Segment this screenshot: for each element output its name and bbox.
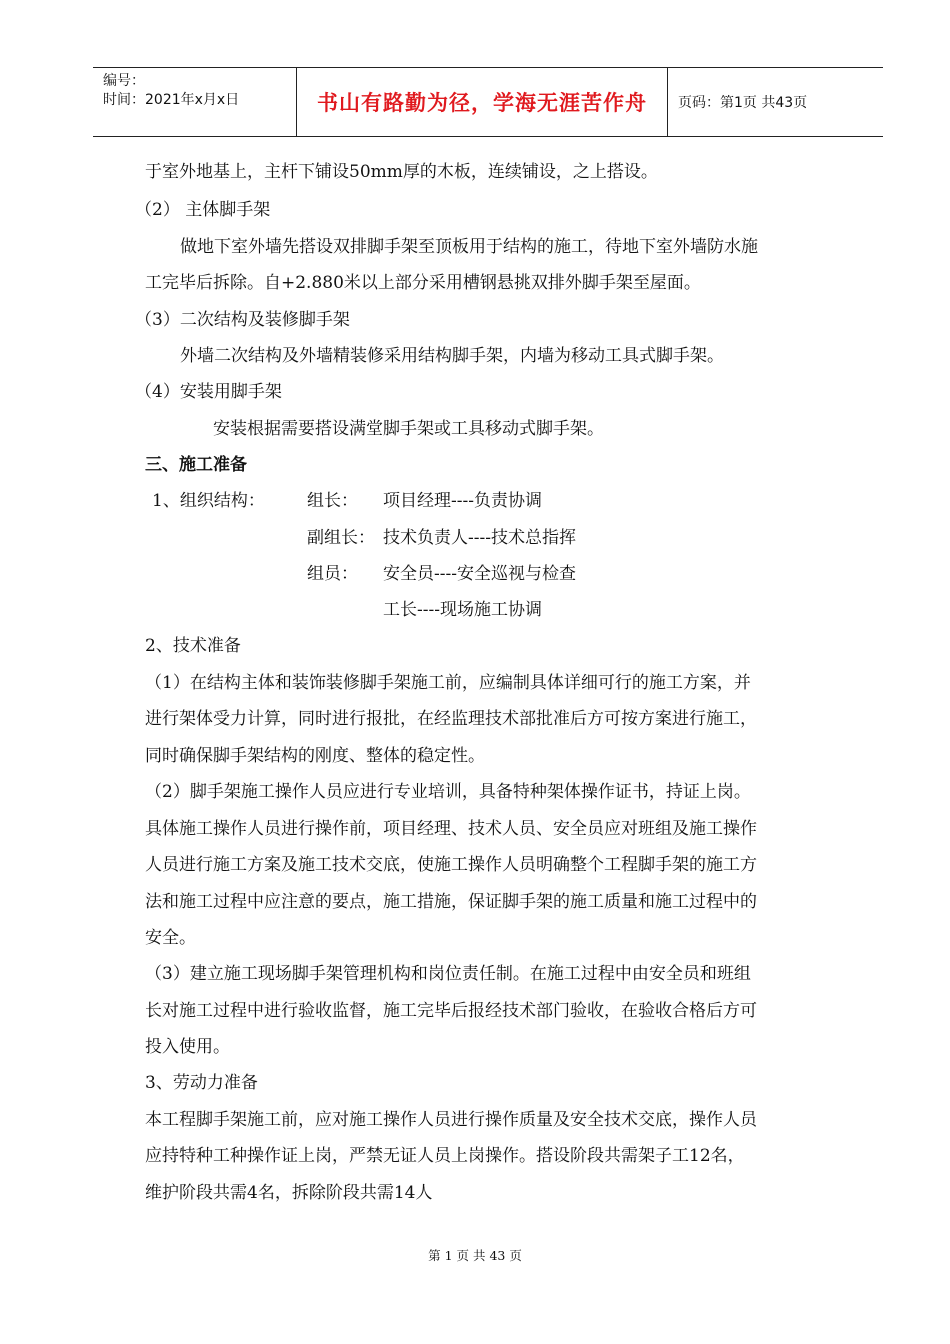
header-page-info: 页码：第1页 共43页 [678, 95, 808, 111]
org-role: 组长： [307, 491, 358, 511]
time-label: 时间：2021年x月x日 [103, 92, 240, 108]
page-header [93, 67, 883, 137]
section-heading: 三、施工准备 [145, 455, 247, 475]
paragraph-line: 进行架体受力计算，同时进行报批，在经监理技术部批准后方可按方案进行施工， [145, 709, 757, 729]
header-motto: 书山有路勤为径，学海无涯苦作舟 [317, 91, 647, 115]
header-motto-cell [296, 68, 668, 136]
org-desc: 技术负责人----技术总指挥 [383, 528, 576, 548]
paragraph-line: 维护阶段共需4名，拆除阶段共需14人 [145, 1183, 433, 1203]
paragraph-line: 人员进行施工方案及施工技术交底，使施工操作人员明确整个工程脚手架的施工方 [145, 855, 757, 875]
paragraph-line: 做地下室外墙先搭设双排脚手架至顶板用于结构的施工，待地下室外墙防水施 [180, 237, 758, 257]
subheading: （2） 主体脚手架 [135, 200, 271, 220]
paragraph-line: 长对施工过程中进行验收监督，施工完毕后报经技术部门验收，在验收合格后方可 [145, 1001, 757, 1021]
paragraph-line: （3）建立施工现场脚手架管理机构和岗位责任制。在施工过程中由安全员和班组 [145, 964, 751, 984]
subheading: 3、劳动力准备 [145, 1073, 258, 1093]
paragraph-line: 同时确保脚手架结构的刚度、整体的稳定性。 [145, 746, 485, 766]
page-footer: 第 1 页 共 43 页 [428, 1248, 522, 1263]
paragraph-line: （1）在结构主体和装饰装修脚手架施工前，应编制具体详细可行的施工方案，并 [145, 673, 751, 693]
org-desc: 安全员----安全巡视与检查 [383, 564, 576, 584]
paragraph-line: 工完毕后拆除。自+2.880米以上部分采用槽钢悬挑双排外脚手架至屋面。 [145, 273, 701, 293]
header-meta [93, 68, 296, 136]
paragraph-line: 投入使用。 [145, 1037, 230, 1057]
org-role: 副组长： [307, 528, 375, 548]
subheading: （3）二次结构及装修脚手架 [135, 310, 350, 330]
subheading: 2、技术准备 [145, 636, 241, 656]
paragraph-line: 安装根据需要搭设满堂脚手架或工具移动式脚手架。 [213, 419, 604, 439]
number-label: 编号： [103, 73, 145, 89]
org-desc: 项目经理----负责协调 [383, 491, 542, 511]
paragraph-line: 外墙二次结构及外墙精装修采用结构脚手架，内墙为移动工具式脚手架。 [180, 346, 724, 366]
paragraph-line: （2）脚手架施工操作人员应进行专业培训，具备特种架体操作证书，持证上岗。 [145, 782, 751, 802]
org-role: 组员： [307, 564, 358, 584]
subheading: （4）安装用脚手架 [135, 382, 282, 402]
paragraph-line: 法和施工过程中应注意的要点，施工措施，保证脚手架的施工质量和施工过程中的 [145, 892, 757, 912]
paragraph-line: 本工程脚手架施工前，应对施工操作人员进行操作质量及安全技术交底，操作人员 [145, 1110, 757, 1130]
org-title: 1、组织结构： [152, 491, 265, 511]
paragraph-line: 于室外地基上，主杆下铺设50mm厚的木板，连续铺设，之上搭设。 [145, 162, 658, 182]
paragraph-line: 安全。 [145, 928, 196, 948]
paragraph-line: 具体施工操作人员进行操作前，项目经理、技术人员、安全员应对班组及施工操作 [145, 819, 757, 839]
paragraph-line: 应持特种工种操作证上岗，严禁无证人员上岗操作。搭设阶段共需架子工12名， [145, 1146, 745, 1166]
org-desc: 工长----现场施工协调 [383, 600, 542, 620]
